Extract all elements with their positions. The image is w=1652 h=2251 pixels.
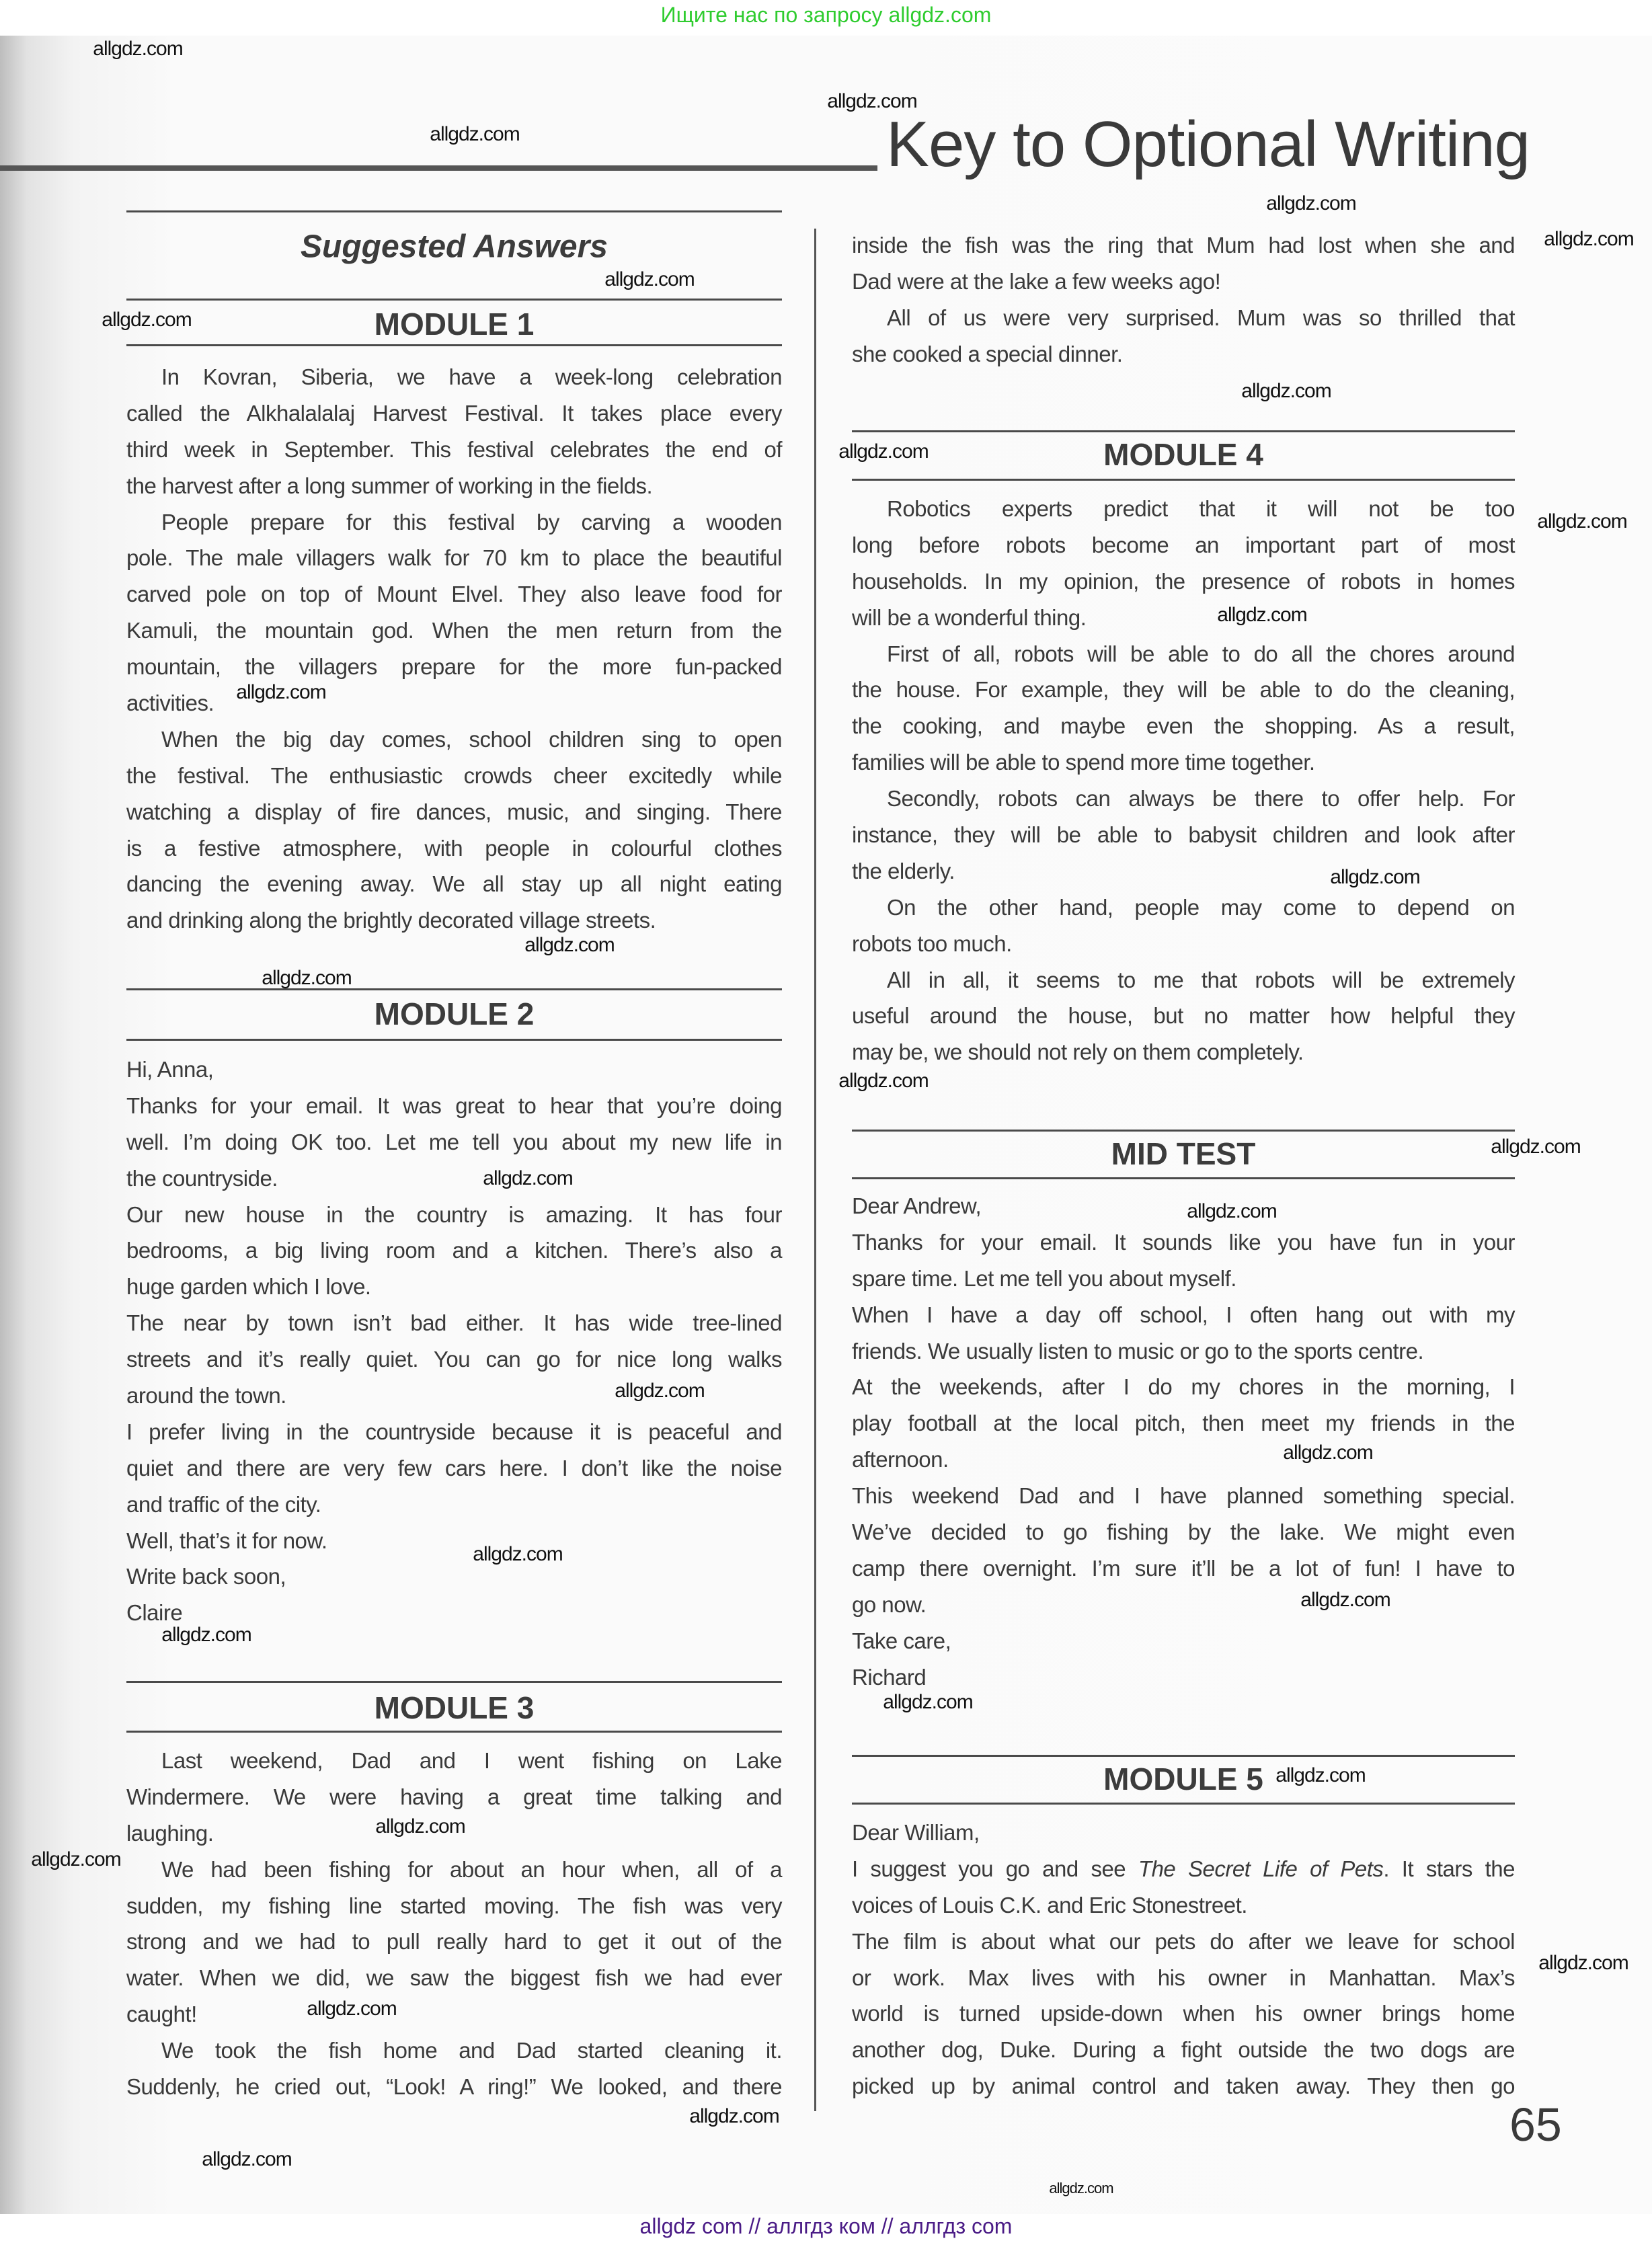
divider-rule (126, 210, 782, 212)
text-line: caught! (126, 2002, 197, 2027)
text-line: households. In my opinion, the presence of robots in homes (852, 568, 1515, 594)
watermark-text: allgdz.com (307, 1998, 397, 2020)
watermark-text: allgdz.com (838, 440, 929, 463)
text-line: The film is about what our pets do after we leave for school (852, 1928, 1515, 1954)
text-line: spare time. Let me tell you about myself. (852, 1265, 1236, 1291)
watermark-text: allgdz.com (1217, 604, 1307, 626)
text-line: I prefer living in the countryside because it is peaceful and (126, 1419, 782, 1444)
text-line: huge garden which I love. (126, 1274, 371, 1300)
text-line: Dear Andrew, (852, 1193, 982, 1218)
text-line: may be, we should not rely on them completely. (852, 1039, 1304, 1065)
text-line: Well, that’s it for now. (126, 1528, 327, 1553)
suggested-answers-heading: Suggested Answers (300, 229, 608, 265)
module-2-text (126, 1052, 782, 1631)
text-line: the house. For example, they will be able to do the cleaning, (852, 677, 1515, 703)
text-line: robots too much. (852, 931, 1012, 956)
watermark-text: allgdz.com (102, 309, 192, 331)
watermark-text: allgdz.com (838, 1070, 929, 1092)
mid-test-text (852, 1188, 1515, 1695)
watermark-text: allgdz.com (31, 1848, 121, 1870)
watermark-text: allgdz.com (93, 38, 183, 60)
title-rule (0, 165, 877, 171)
text-line: First of all, robots will be able to do all the chores around (887, 641, 1515, 666)
watermark-text: allgdz.com (473, 1543, 563, 1565)
text-line: will be a wonderful thing. (852, 604, 1087, 630)
text-line: Hi, Anna, (126, 1057, 214, 1082)
text-line: Secondly, robots can always be there to offer help. For (887, 786, 1515, 812)
text-line: activities. (126, 690, 214, 716)
module-2-heading: MODULE 2 (374, 996, 535, 1031)
text-segment: I suggest you go and see (852, 1856, 1138, 1881)
text-line: afternoon. (852, 1447, 949, 1472)
text-line: the elderly. (852, 858, 955, 883)
text-line: We had been fishing for about an hour when, all of a (161, 1856, 782, 1882)
page-number: 65 (1509, 2098, 1562, 2151)
mid-test-heading: MID TEST (1111, 1136, 1256, 1171)
text-line: Suddenly, he cried out, “Look! A ring!” We looked, and there (126, 2074, 782, 2100)
watermark-text: allgdz.com (1537, 510, 1627, 532)
watermark-text: allgdz.com (1283, 1442, 1373, 1464)
text-line: Windermere. We were having a great time talking and (126, 1784, 782, 1809)
text-line: carved pole on top of Mount Elvel. They also leave food for (126, 582, 782, 607)
text-line: At the weekends, after I do my chores in the morning, I (852, 1374, 1515, 1400)
text-line: the harvest after a long summer of working in the fields. (126, 473, 653, 498)
watermark-text: allgdz.com (236, 681, 326, 703)
page-title: Key to Optional Writing (886, 108, 1530, 180)
text-line: mountain, the villagers prepare for the more fun-packed (126, 654, 782, 680)
watermark-text: allgdz.com (1275, 1764, 1366, 1786)
search-banner-link[interactable]: Ищите нас по запросу allgdz.com (660, 3, 992, 27)
watermark-text: allgdz.com (430, 123, 520, 145)
divider-rule (852, 1803, 1515, 1805)
text-line: Richard (852, 1664, 927, 1690)
watermark-text: allgdz.com (1049, 2180, 1113, 2197)
text-line: water. When we did, we saw the biggest fish we had ever (126, 1965, 782, 1991)
divider-rule (126, 344, 782, 346)
text-line: she cooked a special dinner. (852, 341, 1123, 366)
watermark-text: allgdz.com (883, 1691, 973, 1713)
watermark-text: allgdz.com (161, 1624, 251, 1646)
text-line: and traffic of the city. (126, 1491, 321, 1517)
text-line: All of us were very surprised. Mum was so thrilled that (887, 305, 1515, 330)
divider-rule (126, 1681, 782, 1683)
module-4-heading: MODULE 4 (1103, 437, 1263, 472)
watermark-text: allgdz.com (1491, 1136, 1581, 1158)
module-5-text (852, 1815, 1515, 2104)
text-line: Claire (126, 1600, 183, 1626)
text-line: long before robots become an important part of most (852, 532, 1515, 557)
text-line: In Kovran, Siberia, we have a week-long celebration (161, 364, 782, 389)
text-line: the festival. The enthusiastic crowds cheer excitedly while (126, 762, 782, 788)
watermark-text: allgdz.com (262, 967, 352, 989)
text-line: inside the fish was the ring that Mum had lost when she and (852, 233, 1515, 258)
text-line: is a festive atmosphere, with people in colourful clothes (126, 835, 782, 861)
text-line: People prepare for this festival by carving a wooden (161, 509, 782, 535)
module-3-heading: MODULE 3 (374, 1690, 535, 1725)
text-line: world is turned upside-down when his owner brings home (852, 2001, 1515, 2026)
text-line: sudden, my fishing line started moving. The fish was very (126, 1893, 782, 1918)
text-line: strong and we had to pull really hard to get it out of the (126, 1929, 782, 1954)
text-line: dancing the evening away. We all stay up all night eating (126, 871, 782, 897)
text-line: When I have a day off school, I often hang out with my (852, 1302, 1515, 1327)
watermark-text: allgdz.com (827, 90, 917, 112)
text-line: go now. (852, 1591, 927, 1617)
text-line: Robotics experts predict that it will not be too (887, 496, 1515, 521)
footer-banner-link[interactable]: allgdz com // аллгдз ком // аллгдз com (639, 2214, 1013, 2238)
text-line: well. I’m doing OK too. Let me tell you about my new life in (126, 1129, 782, 1154)
watermark-text: allgdz.com (689, 2105, 779, 2127)
text-line (852, 1851, 1515, 1887)
text-line: Write back soon, (126, 1564, 286, 1589)
text-line: Thanks for your email. It was great to hear that you’re doing (126, 1093, 782, 1118)
text-line: bedrooms, a big living room and a kitchen. There’s also a (126, 1238, 782, 1263)
text-line: The near by town isn’t bad either. It has wide tree-lined (126, 1310, 782, 1336)
text-line: laughing. (126, 1820, 214, 1846)
text-line: On the other hand, people may come to depend on (887, 894, 1515, 920)
text-line: third week in September. This festival celebrates the end of (126, 436, 782, 462)
text-line: around the town. (126, 1383, 286, 1409)
watermark-text: allgdz.com (483, 1167, 573, 1189)
text-line: watching a display of fire dances, music, and singing. There (126, 799, 782, 824)
module-4-text (852, 491, 1515, 1070)
text-line: pole. The male villagers walk for 70 km to place the beautiful (126, 545, 782, 571)
text-segment: . It stars the (1383, 1856, 1516, 1881)
text-line: Kamuli, the mountain god. When the men return from the (126, 618, 782, 643)
text-line: and drinking along the brightly decorated village streets. (126, 908, 656, 933)
module-3-continued-text (852, 227, 1515, 372)
text-line: families will be able to spend more time together. (852, 750, 1315, 775)
text-line: useful around the house, but no matter how helpful they (852, 1003, 1515, 1029)
divider-rule (852, 1130, 1515, 1132)
watermark-text: allgdz.com (202, 2148, 292, 2170)
text-line: All in all, it seems to me that robots will be extremely (887, 967, 1515, 992)
module-1-text (126, 359, 782, 939)
text-line: Dad were at the lake a few weeks ago! (852, 268, 1221, 294)
text-line: streets and it’s really quiet. You can go for nice long walks (126, 1347, 782, 1372)
divider-rule (126, 299, 782, 301)
text-line: the countryside. (126, 1165, 278, 1191)
text-line: Our new house in the country is amazing. It has four (126, 1201, 782, 1227)
watermark-text: allgdz.com (1266, 192, 1356, 214)
column-divider (814, 229, 816, 2111)
film-title: The Secret Life of Pets (1138, 1856, 1384, 1881)
divider-rule (852, 1177, 1515, 1179)
divider-rule (126, 1039, 782, 1041)
text-line: picked up by animal control and taken away. They then go (852, 2074, 1515, 2099)
module-3-text (126, 1743, 782, 2105)
watermark-text: allgdz.com (1241, 380, 1331, 402)
text-line: Take care, (852, 1628, 951, 1653)
text-line: This weekend Dad and I have planned something special. (852, 1483, 1515, 1509)
text-line: Dear William, (852, 1820, 980, 1845)
watermark-text: allgdz.com (604, 268, 695, 290)
text-line: or work. Max lives with his owner in Manhattan. Max’s (852, 1965, 1515, 1990)
watermark-text: allgdz.com (615, 1380, 705, 1402)
divider-rule (852, 430, 1515, 432)
module-1-heading: MODULE 1 (374, 307, 535, 342)
divider-rule (852, 479, 1515, 481)
text-line: another dog, Duke. During a fight outside the two dogs are (852, 2037, 1515, 2063)
text-line: We took the fish home and Dad started cleaning it. (161, 2038, 782, 2063)
divider-rule (852, 1755, 1515, 1757)
divider-rule (126, 988, 782, 990)
watermark-text: allgdz.com (375, 1815, 465, 1838)
watermark-text: allgdz.com (1300, 1589, 1390, 1611)
text-line: the cooking, and maybe even the shopping. As a result, (852, 713, 1515, 739)
text-line: Last weekend, Dad and I went fishing on Lake (161, 1748, 782, 1773)
watermark-text: allgdz.com (1544, 228, 1634, 250)
text-line: called the Alkhalalalaj Harvest Festival. It takes place every (126, 400, 782, 426)
watermark-text: allgdz.com (1330, 866, 1420, 888)
module-5-heading: MODULE 5 (1103, 1762, 1263, 1796)
divider-rule (126, 1731, 782, 1733)
text-line: quiet and there are very few cars here. I don’t like the noise (126, 1455, 782, 1480)
watermark-text: allgdz.com (1187, 1200, 1277, 1222)
watermark-text: allgdz.com (1538, 1952, 1628, 1974)
watermark-text: allgdz.com (524, 934, 615, 956)
text-line: Thanks for your email. It sounds like you have fun in your (852, 1229, 1515, 1255)
text-line: camp there overnight. I’m sure it’ll be a lot of fun! I have to (852, 1555, 1515, 1581)
text-line: We’ve decided to go fishing by the lake. We might even (852, 1519, 1515, 1545)
text-line: voices of Louis C.K. and Eric Stonestreet. (852, 1892, 1247, 1918)
text-line: play football at the local pitch, then meet my friends in the (852, 1411, 1515, 1436)
text-line: instance, they will be able to babysit children and look after (852, 822, 1515, 848)
text-line: friends. We usually listen to music or go to the sports centre. (852, 1338, 1424, 1364)
text-line: When the big day comes, school children sing to open (161, 726, 782, 752)
